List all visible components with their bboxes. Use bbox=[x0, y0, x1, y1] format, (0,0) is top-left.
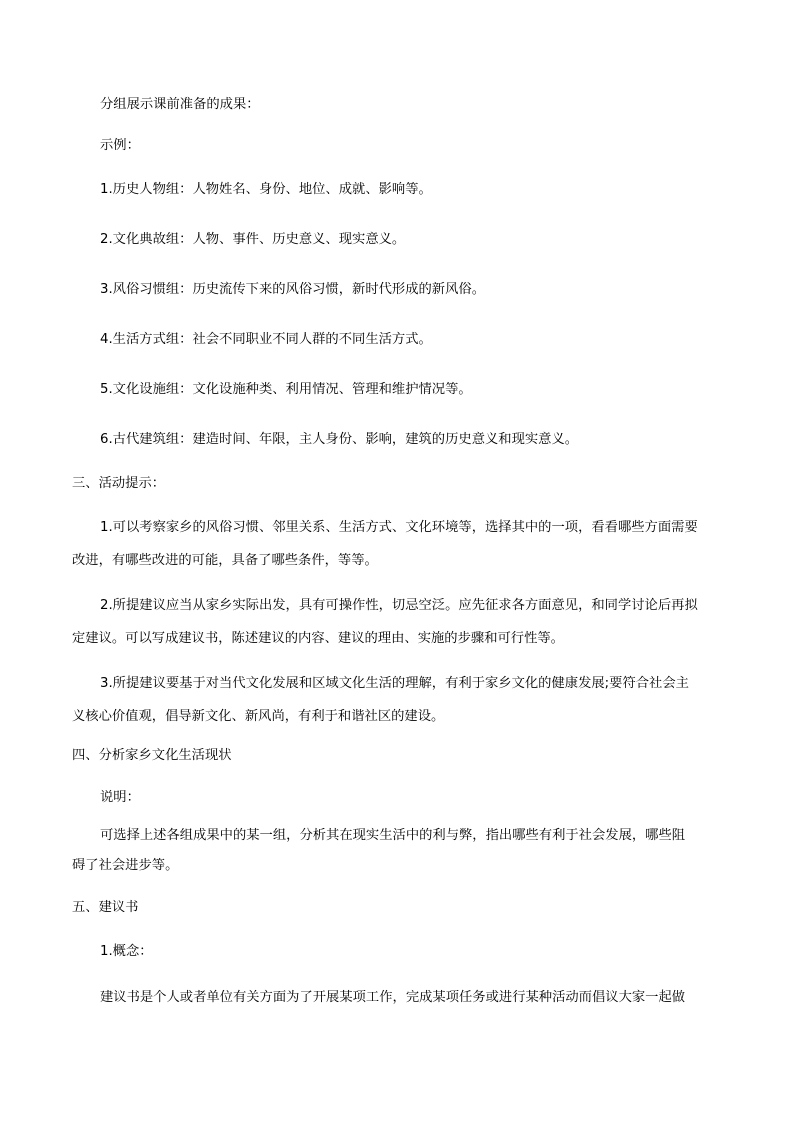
concept-label: 1.概念： bbox=[100, 944, 153, 959]
example-label: 示例： bbox=[100, 138, 140, 153]
group-item-customs: 3.风俗习惯组：历史流传下来的风俗习惯，新时代形成的新风俗。 bbox=[100, 282, 485, 297]
note-line-2: 碍了社会进步等。 bbox=[72, 858, 179, 873]
tip-3-line-2: 义核心价值观，倡导新文化、新风尚，有利于和谐社区的建设。 bbox=[72, 709, 445, 724]
tip-2-line-1: 2.所提建议应当从家乡实际出发，具有可操作性，切忌空泛。应先征求各方面意见，和同学讨论后再拟 bbox=[100, 598, 698, 613]
section-heading-analysis: 四、分析家乡文化生活现状 bbox=[72, 748, 232, 763]
note-line-1: 可选择上述各组成果中的某一组，分析其在现实生活中的利与弊，指出哪些有利于社会发展，哪些阻 bbox=[100, 828, 686, 843]
group-item-architecture: 6.古代建筑组：建造时间、年限，主人身份、影响，建筑的历史意义和现实意义。 bbox=[100, 432, 579, 447]
section-heading-tips: 三、活动提示： bbox=[72, 476, 166, 491]
group-item-cultural-allusions: 2.文化典故组：人物、事件、历史意义、现实意义。 bbox=[100, 232, 406, 247]
group-item-history-figures: 1.历史人物组：人物姓名、身份、地位、成就、影响等。 bbox=[100, 182, 432, 197]
section-heading-proposal: 五、建议书 bbox=[72, 900, 139, 915]
note-label: 说明： bbox=[100, 790, 140, 805]
tip-2-line-2: 定建议。可以写成建议书，陈述建议的内容、建议的理由、实施的步骤和可行性等。 bbox=[72, 631, 564, 646]
concept-text: 建议书是个人或者单位有关方面为了开展某项工作，完成某项任务或进行某种活动而倡议大家一起做 bbox=[100, 990, 686, 1005]
tip-1-line-1: 1.可以考察家乡的风俗习惯、邻里关系、生活方式、文化环境等，选择其中的一项，看看哪些方面需要 bbox=[100, 520, 698, 535]
tip-3-line-1: 3.所提建议要基于对当代文化发展和区域文化生活的理解，有利于家乡文化的健康发展;要符合社会主 bbox=[100, 676, 689, 691]
intro-text: 分组展示课前准备的成果： bbox=[100, 97, 260, 112]
group-item-facilities: 5.文化设施组：文化设施种类、利用情况、管理和维护情况等。 bbox=[100, 382, 472, 397]
tip-1-line-2: 改进，有哪些改进的可能，具备了哪些条件，等等。 bbox=[72, 553, 378, 568]
group-item-lifestyles: 4.生活方式组：社会不同职业不同人群的不同生活方式。 bbox=[100, 332, 432, 347]
